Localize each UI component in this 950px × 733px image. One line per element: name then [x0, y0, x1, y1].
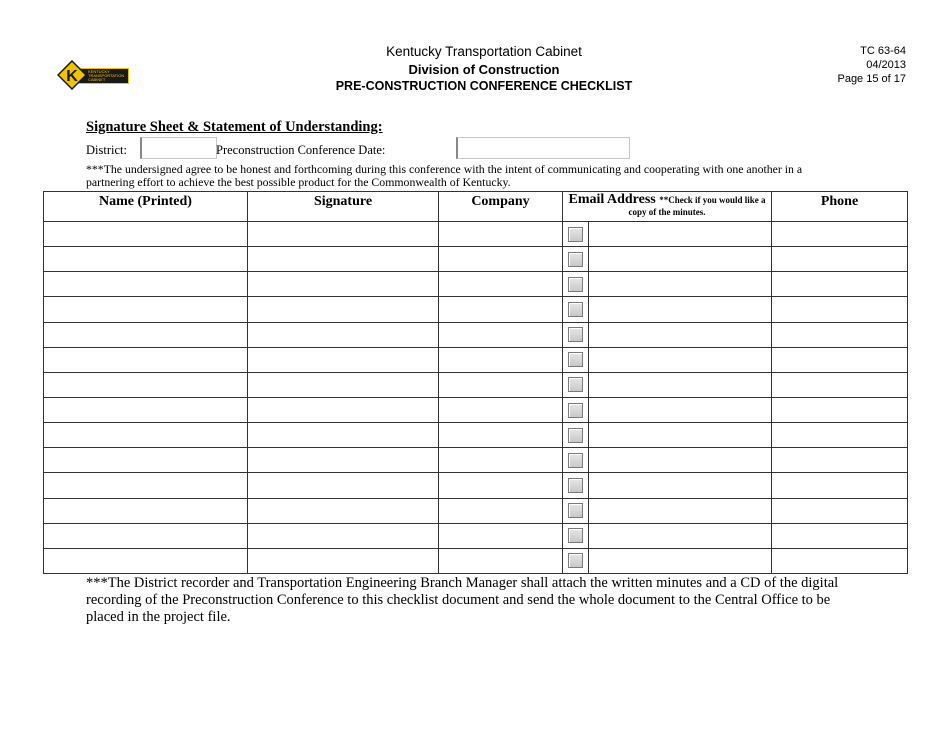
signature-cell[interactable] — [248, 548, 439, 573]
signature-cell[interactable] — [248, 498, 439, 523]
table-row — [44, 297, 908, 322]
district-label: District: — [86, 143, 127, 157]
email-cell[interactable] — [589, 498, 772, 523]
table-row — [44, 498, 908, 523]
phone-cell[interactable] — [772, 322, 908, 347]
minutes-copy-checkbox[interactable] — [568, 377, 583, 392]
minutes-copy-checkbox[interactable] — [568, 302, 583, 317]
form-number: TC 63-64 — [860, 45, 906, 57]
district-field[interactable] — [140, 137, 217, 159]
name-cell[interactable] — [44, 297, 248, 322]
minutes-checkbox-cell — [563, 523, 589, 548]
company-cell[interactable] — [439, 473, 563, 498]
phone-cell[interactable] — [772, 473, 908, 498]
table-row — [44, 222, 908, 247]
company-cell[interactable] — [439, 222, 563, 247]
phone-cell[interactable] — [772, 448, 908, 473]
minutes-checkbox-cell — [563, 423, 589, 448]
svg-text:K: K — [66, 68, 78, 85]
email-cell[interactable] — [589, 448, 772, 473]
phone-cell[interactable] — [772, 372, 908, 397]
conference-date-field[interactable] — [456, 137, 630, 159]
name-cell[interactable] — [44, 423, 248, 448]
signature-cell[interactable] — [248, 372, 439, 397]
signature-cell[interactable] — [248, 448, 439, 473]
minutes-checkbox-cell — [563, 247, 589, 272]
phone-cell[interactable] — [772, 347, 908, 372]
signature-cell[interactable] — [248, 423, 439, 448]
minutes-copy-checkbox[interactable] — [568, 227, 583, 242]
company-cell[interactable] — [439, 372, 563, 397]
minutes-checkbox-cell — [563, 397, 589, 422]
email-cell[interactable] — [589, 297, 772, 322]
table-row — [44, 423, 908, 448]
name-cell[interactable] — [44, 322, 248, 347]
table-row — [44, 322, 908, 347]
signature-table — [43, 191, 908, 574]
minutes-checkbox-cell — [563, 448, 589, 473]
company-cell[interactable] — [439, 523, 563, 548]
page-number: Page 15 of 17 — [837, 73, 906, 85]
company-cell[interactable] — [439, 448, 563, 473]
table-body — [44, 222, 908, 574]
phone-cell[interactable] — [772, 498, 908, 523]
phone-cell[interactable] — [772, 397, 908, 422]
phone-cell[interactable] — [772, 247, 908, 272]
signature-cell[interactable] — [248, 247, 439, 272]
company-cell[interactable] — [439, 297, 563, 322]
signature-cell[interactable] — [248, 297, 439, 322]
email-cell[interactable] — [589, 473, 772, 498]
company-cell[interactable] — [439, 272, 563, 297]
phone-cell[interactable] — [772, 222, 908, 247]
minutes-checkbox-cell — [563, 322, 589, 347]
division-name: Division of Construction — [408, 62, 560, 77]
logo-text: KENTUCKY TRANSPORTATION CABINET — [88, 69, 125, 82]
email-cell[interactable] — [589, 222, 772, 247]
email-header-label: Email Address — [568, 192, 656, 207]
minutes-copy-checkbox[interactable] — [568, 327, 583, 342]
signature-cell[interactable] — [248, 222, 439, 247]
email-cell[interactable] — [589, 523, 772, 548]
minutes-copy-checkbox[interactable] — [568, 403, 583, 418]
email-cell[interactable] — [589, 247, 772, 272]
name-cell[interactable] — [44, 272, 248, 297]
company-cell[interactable] — [439, 347, 563, 372]
minutes-copy-checkbox[interactable] — [568, 528, 583, 543]
name-cell[interactable] — [44, 372, 248, 397]
footer-note: ***The District recorder and Transportation Engineering Branch Manager shall attach the written minutes and a CD of the digital recording of the Preconstruction Conference to this checklist document and send the whole document to the Central Office to be placed in the project file. — [86, 575, 839, 625]
minutes-checkbox-cell — [563, 347, 589, 372]
company-cell[interactable] — [439, 397, 563, 422]
email-header-note: **Check if you would like a copy of the minutes. — [628, 195, 766, 217]
name-cell[interactable] — [44, 548, 248, 573]
company-cell[interactable] — [439, 498, 563, 523]
table-row — [44, 523, 908, 548]
table-row — [44, 548, 908, 573]
minutes-checkbox-cell — [563, 222, 589, 247]
company-cell[interactable] — [439, 423, 563, 448]
signature-cell[interactable] — [248, 347, 439, 372]
table-row — [44, 397, 908, 422]
email-cell[interactable] — [589, 347, 772, 372]
signature-cell[interactable] — [248, 473, 439, 498]
revision-date: 04/2013 — [866, 59, 906, 71]
table-header-row — [44, 192, 908, 222]
email-cell[interactable] — [589, 322, 772, 347]
minutes-copy-checkbox[interactable] — [568, 352, 583, 367]
table-row — [44, 247, 908, 272]
phone-cell[interactable] — [772, 548, 908, 573]
document-title: PRE-CONSTRUCTION CONFERENCE CHECKLIST — [335, 79, 633, 93]
section-title: Signature Sheet & Statement of Understanding: — [86, 119, 383, 135]
minutes-checkbox-cell — [563, 498, 589, 523]
minutes-checkbox-cell — [563, 473, 589, 498]
name-cell[interactable] — [44, 222, 248, 247]
email-cell[interactable] — [589, 548, 772, 573]
kytc-logo — [57, 60, 129, 90]
name-cell[interactable] — [44, 473, 248, 498]
signature-cell[interactable] — [248, 272, 439, 297]
column-name-header: Name (Printed) — [44, 192, 248, 222]
minutes-copy-checkbox[interactable] — [568, 252, 583, 267]
conference-date-label: Preconstruction Conference Date: — [216, 143, 386, 157]
phone-cell[interactable] — [772, 272, 908, 297]
phone-cell[interactable] — [772, 297, 908, 322]
minutes-checkbox-cell — [563, 548, 589, 573]
minutes-copy-checkbox[interactable] — [568, 553, 583, 568]
table-row — [44, 272, 908, 297]
minutes-copy-checkbox[interactable] — [568, 478, 583, 493]
column-company-header: Company — [439, 192, 563, 222]
company-cell[interactable] — [439, 247, 563, 272]
company-cell[interactable] — [439, 322, 563, 347]
table-row — [44, 347, 908, 372]
agency-name: Kentucky Transportation Cabinet — [386, 44, 582, 59]
table-row — [44, 448, 908, 473]
signature-cell[interactable] — [248, 322, 439, 347]
phone-cell[interactable] — [772, 523, 908, 548]
agreement-note: ***The undersigned agree to be honest and forthcoming during this conference with the intent of communicating and cooperating with one another in a partnering effort to achieve the best possible product for the Commonwealth of Kentucky. — [86, 162, 803, 189]
email-cell[interactable] — [589, 397, 772, 422]
email-cell[interactable] — [589, 272, 772, 297]
minutes-checkbox-cell — [563, 372, 589, 397]
email-cell[interactable] — [589, 372, 772, 397]
name-cell[interactable] — [44, 498, 248, 523]
name-cell[interactable] — [44, 523, 248, 548]
minutes-copy-checkbox[interactable] — [568, 503, 583, 518]
name-cell[interactable] — [44, 397, 248, 422]
name-cell[interactable] — [44, 448, 248, 473]
name-cell[interactable] — [44, 347, 248, 372]
minutes-checkbox-cell — [563, 272, 589, 297]
column-signature-header: Signature — [248, 192, 439, 222]
logo-sign-icon — [57, 60, 87, 90]
minutes-copy-checkbox[interactable] — [568, 277, 583, 292]
name-cell[interactable] — [44, 247, 248, 272]
minutes-checkbox-cell — [563, 297, 589, 322]
column-phone-header: Phone — [772, 192, 908, 222]
table-row — [44, 372, 908, 397]
minutes-copy-checkbox[interactable] — [568, 453, 583, 468]
company-cell[interactable] — [439, 548, 563, 573]
email-cell[interactable] — [589, 423, 772, 448]
signature-cell[interactable] — [248, 523, 439, 548]
signature-cell[interactable] — [248, 397, 439, 422]
phone-cell[interactable] — [772, 423, 908, 448]
minutes-copy-checkbox[interactable] — [568, 428, 583, 443]
column-email-header — [563, 192, 772, 222]
table-row — [44, 473, 908, 498]
